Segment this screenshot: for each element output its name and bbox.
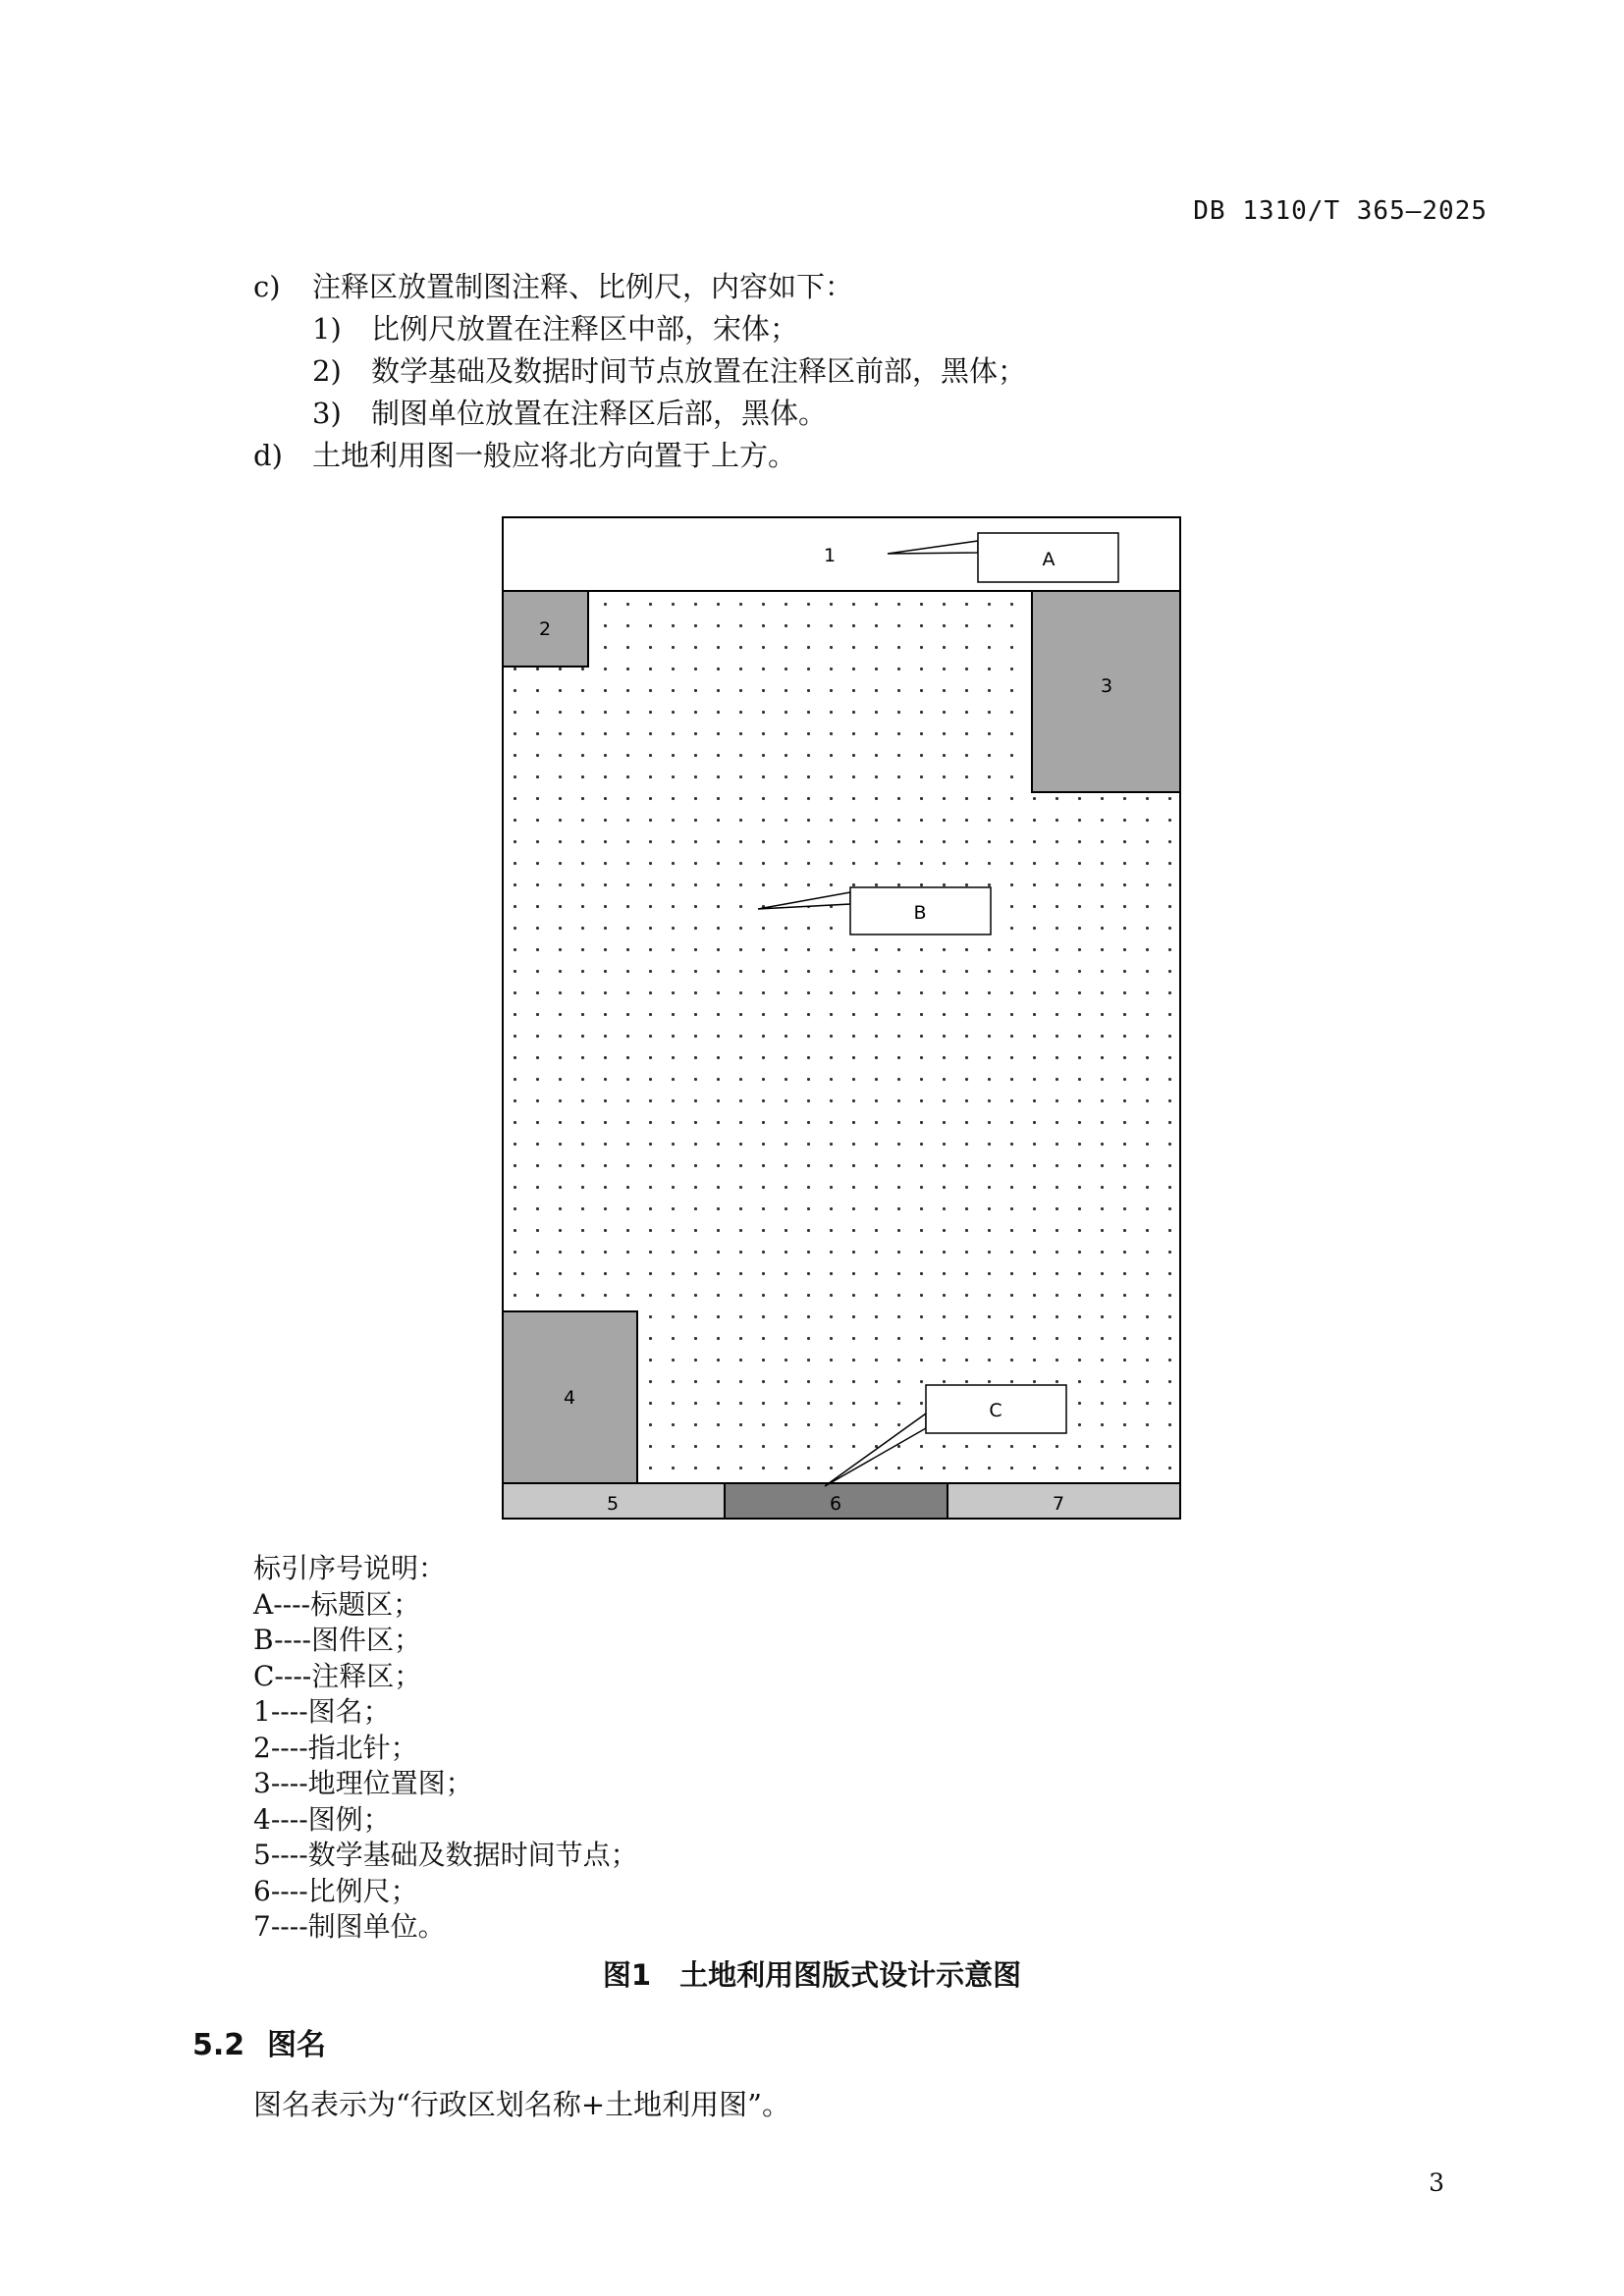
sub-item-text: 制图单位放置在注释区后部，黑体。: [371, 397, 828, 430]
label-7: 7: [1052, 1493, 1065, 1515]
sub-marker: 3): [312, 397, 342, 430]
legend-entry: B----图件区；: [253, 1624, 421, 1656]
legend-title: 标引序号说明：: [253, 1552, 447, 1584]
list-marker: c): [253, 270, 281, 303]
document-code: DB 1310/T 365—2025: [1193, 196, 1488, 226]
legend-entry: 3----地理位置图；: [253, 1767, 473, 1799]
sub-item-text: 数学基础及数据时间节点放置在注释区前部，黑体；: [371, 354, 1027, 388]
legend-entry: 6----比例尺；: [253, 1874, 418, 1907]
section-heading: [192, 2020, 326, 2063]
callout-a-label: A: [1042, 549, 1056, 570]
legend-entry: C----注释区；: [253, 1659, 422, 1692]
label-1: 1: [823, 545, 837, 566]
label-5: 5: [606, 1493, 620, 1515]
sub-marker: 1): [312, 312, 342, 346]
list-item-text: 土地利用图一般应将北方向置于上方。: [312, 439, 797, 472]
section-title: 图名: [267, 2028, 326, 2062]
sub-marker: 2): [312, 354, 342, 388]
page-number: 3: [1429, 2168, 1444, 2197]
callout-b-label: B: [913, 902, 927, 924]
label-2: 2: [538, 618, 552, 640]
label-4: 4: [563, 1387, 576, 1409]
label-3: 3: [1100, 675, 1113, 697]
list-item-text: 注释区放置制图注释、比例尺，内容如下：: [312, 270, 854, 303]
list-marker: d): [253, 439, 283, 472]
section-number: 5.2: [192, 2028, 245, 2062]
legend-entry: 2----指北针；: [253, 1731, 418, 1764]
legend-entry: A----标题区；: [253, 1587, 421, 1621]
legend-entry: 1----图名；: [253, 1695, 391, 1728]
label-6: 6: [829, 1493, 842, 1515]
legend-entry: 4----图例；: [253, 1802, 391, 1836]
legend-entry: 7----制图单位。: [253, 1910, 446, 1943]
reference-legend: [253, 1551, 638, 1946]
legend-entry: 5----数学基础及数据时间节点；: [253, 1839, 638, 1871]
callout-c-label: C: [989, 1400, 1002, 1421]
sub-item-text: 比例尺放置在注释区中部，宋体；: [371, 312, 799, 346]
figure-caption: 图1 土地利用图版式设计示意图: [602, 1958, 1022, 1992]
section-paragraph: 图名表示为“行政区划名称+土地利用图”。: [253, 2088, 790, 2121]
